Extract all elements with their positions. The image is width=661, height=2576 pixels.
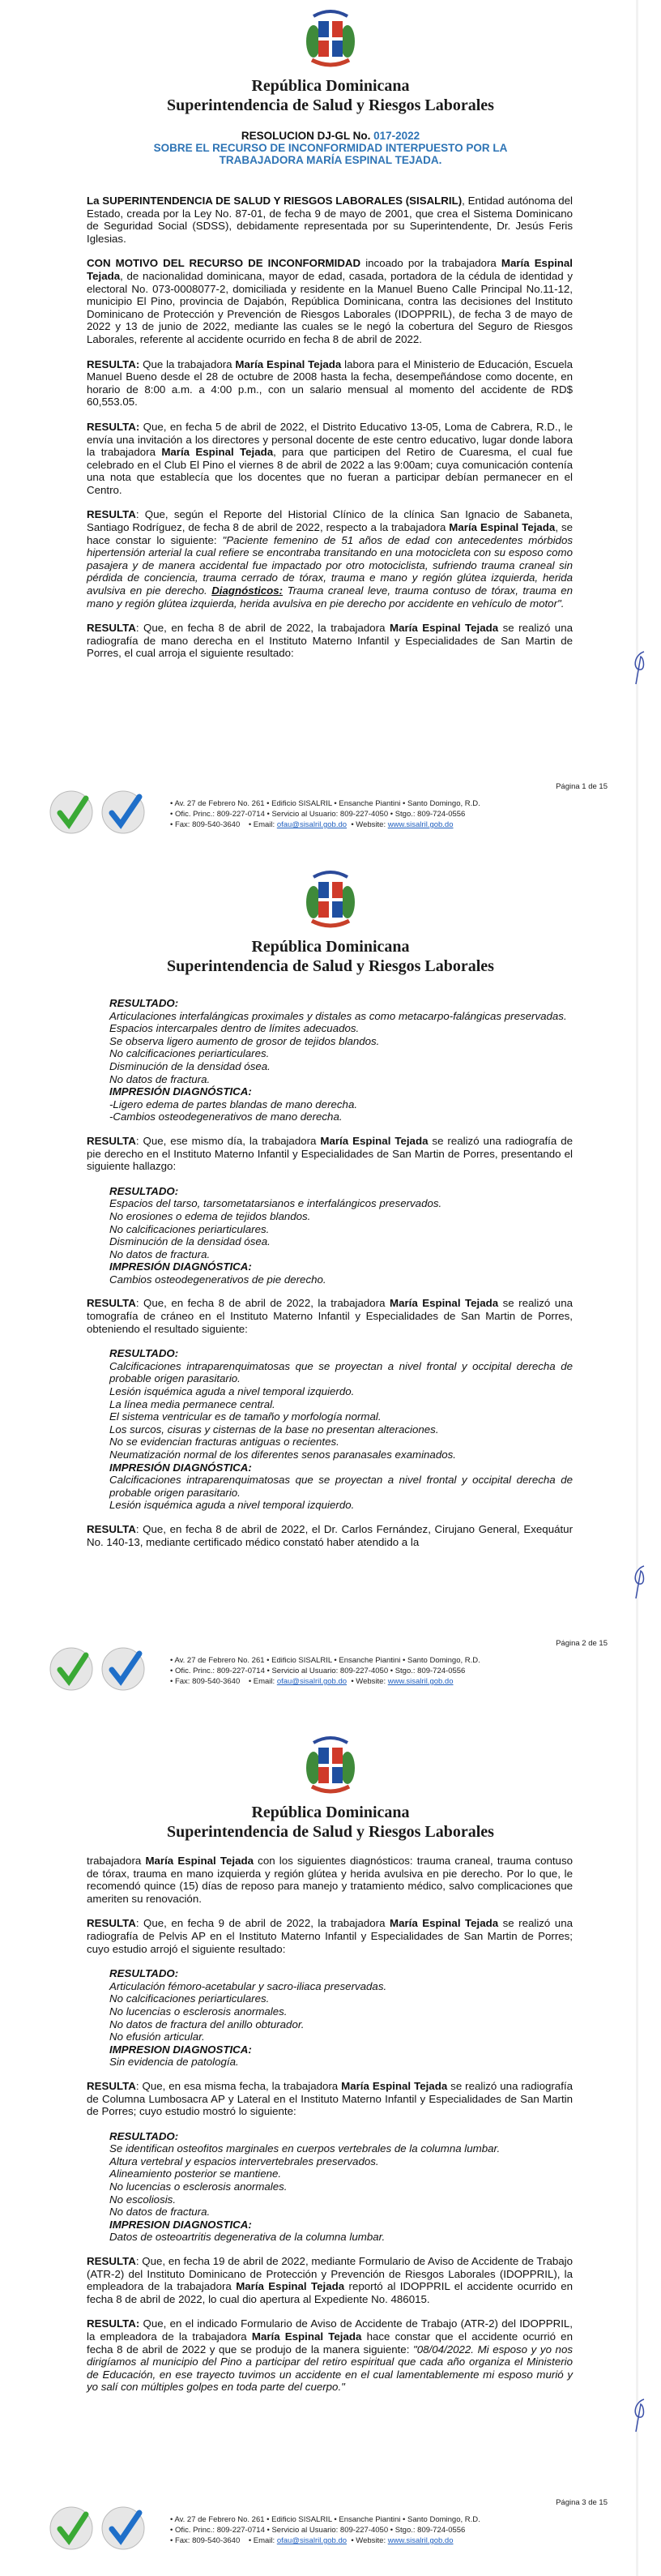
website-link[interactable]: www.sisalril.gob.do bbox=[387, 1677, 454, 1686]
signature-initials-icon bbox=[629, 1563, 649, 1602]
resolution-subject-1: SOBRE EL RECURSO DE INCONFORMIDAD INTERPUESTO POR LA bbox=[153, 142, 508, 154]
document-page-3 bbox=[0, 1715, 661, 2576]
resulta-paragraph: RESULTA: Que, en el indicado Formulario de Aviso de Accidente de Trabajo (ATR-2) del IDOPPRIL, la empleadora de la trabajadora María Espinal Tejada hace constar que el accidente ocurrió en fecha 8 de abril de 2022 y que se produjo de la manera siguiente: "08/04/2022. Mi esposo y yo nos dirigíamos al municipio del Pino a participar del retiro espiritual que cada año organiza el Ministerio de Educación, en ese trayecto tuvimos un accidente en el cual lamentablemente mi esposo murió y yo salí con múltiples golpes en toda parte del cuerpo." bbox=[87, 2317, 574, 2394]
page-edge bbox=[636, 0, 638, 858]
resulta-paragraph: RESULTA: Que, en fecha 8 de abril de 2022, la trabajadora María Espinal Tejada se realizó una tomografía de cráneo en el Instituto Materno Infantil y Especialidades de San Martin de Porres, obteniendo el resultado siguiente: bbox=[87, 1297, 573, 1335]
page-2-body bbox=[87, 997, 573, 1560]
resolution-subject-2: TRABAJADORA MARÍA ESPINAL TEJADA. bbox=[219, 154, 442, 166]
resolution-heading bbox=[0, 130, 661, 166]
institution-name: Superintendencia de Salud y Riesgos Laborales bbox=[167, 96, 494, 114]
contact-info: • Av. 27 de Febrero No. 261 • Edificio SISALRIL • Ensanche Piantini • Santo Domingo, R.D. • Ofic. Princ.: 809-227-0714 • Servicio al Usuario: 809-227-4050 • Stgo.: 809-724-0556 • Fax: 809-540-3640 • Email: ofau@sisalril.gob.do • Website: www.sisalril.gob.do bbox=[170, 1656, 480, 1686]
iso-certification-seals-icon bbox=[49, 2505, 158, 2552]
country-name: República Dominicana bbox=[251, 1804, 410, 1821]
email-link[interactable]: ofau@sisalril.gob.do bbox=[276, 820, 348, 829]
website-link[interactable]: www.sisalril.gob.do bbox=[387, 820, 454, 829]
signature-initials-icon bbox=[629, 648, 649, 687]
institution-title bbox=[0, 76, 661, 115]
page-footer bbox=[49, 1639, 608, 1696]
resulta-paragraph: RESULTA: Que, en fecha 8 de abril de 2022, el Dr. Carlos Fernández, Cirujano General, Exequátur No. 140-13, mediante certificado médico constató haber atendido a la bbox=[87, 1522, 573, 1548]
website-link[interactable]: www.sisalril.gob.do bbox=[387, 2536, 454, 2545]
iso-certification-seals-icon bbox=[49, 789, 158, 836]
resolution-number: 017-2022 bbox=[373, 130, 420, 142]
page-number: Página 2 de 15 bbox=[556, 1639, 608, 1648]
resulta-paragraph: RESULTA: Que, según el Reporte del Historial Clínico de la clínica San Ignacio de Sabaneta, Santiago Rodríguez, de fecha 8 de abril de 2022, respecto a la trabajadora María Espinal Tejada, se hace constar lo siguiente: "Paciente femenino de 51 años de edad con antecedentes mórbidos hipertensión arterial la cual refiere se encontraba transitando en una motocicleta con su esposo como pasajera y de manera accidental fue impactado por otro motociclista, sufriendo trauma craneal sin pérdida de conciencia, trauma cerrado de tórax, trauma e mano y región glútea izquierda, herida avulsiva en pie derecho. Diagnósticos: Trauma craneal leve, trauma contuso de tórax, trauma en mano y región glútea izquierda, herida avulsiva en pie derecho por accidente en vehículo de motor". bbox=[87, 508, 573, 610]
hand-xray-result: RESULTADO: Articulaciones interfalángicas proximales y distales as como metacarpo-falángicas preservadas. Espacios intercarpales dentro de límites adecuados. Se observa ligero aumento de grosor de tejidos blandos. No calcificaciones periarticulares. Disminución de la densidad ósea. No datos de fractura. IMPRESIÓN DIAGNÓSTICA: -Ligero edema de partes blandas de mano derecha. -Cambios osteodegenerativos de mano derecha. bbox=[109, 997, 567, 1123]
institution-title bbox=[0, 1803, 661, 1842]
email-link[interactable]: ofau@sisalril.gob.do bbox=[276, 2536, 348, 2545]
coat-of-arms-icon bbox=[302, 866, 359, 932]
page-3-body bbox=[87, 1855, 573, 2406]
resulta-paragraph: RESULTA: Que la trabajadora María Espinal Tejada labora para el Ministerio de Educación, Escuela Manuel Bueno desde el 28 de octubre de 2008 hasta la fecha, desempeñándose como docente, en horario de 8:00 a.m. a 4:00 p.m., con un salario mensual al momento del accidente de RD$ 60,553.05. bbox=[87, 357, 573, 409]
institution-name: Superintendencia de Salud y Riesgos Laborales bbox=[167, 957, 494, 975]
institution-title bbox=[0, 937, 661, 976]
contact-info: • Av. 27 de Febrero No. 261 • Edificio SISALRIL • Ensanche Piantini • Santo Domingo, R.D. • Ofic. Princ.: 809-227-0714 • Servicio al Usuario: 809-227-4050 • Stgo.: 809-724-0556 • Fax: 809-540-3640 • Email: ofau@sisalril.gob.do • Website: www.sisalril.gob.do bbox=[170, 799, 480, 829]
intro-paragraph: La SUPERINTENDENCIA DE SALUD Y RIESGOS LABORALES (SISALRIL), Entidad autónoma del Estado, creada por la Ley No. 87-01, de fecha 9 de mayo de 2001, que crea el Sistema Dominicano de Seguridad Social (SDSS), debidamente representada por su Superintendente, Dr. Jesús Feris Iglesias. bbox=[87, 195, 573, 245]
pelvis-xray-result: RESULTADO: Articulación fémoro-acetabular y sacro-iliaca preservadas. No calcificaciones periarticulares. No lucencias o esclerosis anormales. No datos de fractura del anillo obturador. No efusión articular. IMPRESION DIAGNOSTICA: Sin evidencia de patología. bbox=[109, 1967, 387, 2069]
coat-of-arms-icon bbox=[302, 1731, 359, 1798]
resulta-paragraph: RESULTA: Que, en fecha 19 de abril de 2022, mediante Formulario de Aviso de Accidente de Trabajo (ATR-2) del Instituto Dominicano de Protección y Prevención de Riesgos Laborales (IDOPPRIL), la empleadora de la trabajadora María Espinal Tejada reportó al IDOPPRIL el accidente ocurrido en fecha 8 de abril de 2022, lo cual dio apertura al Expediente No. 486015. bbox=[87, 2255, 574, 2305]
skull-ct-result: RESULTADO: Calcificaciones intraparenquimatosas que se proyectan a nivel frontal y occipital derecha de probable origen parasitario. Lesión isquémica aguda a nivel temporal izquierdo. La línea media permanece central. El sistema ventricular es de tamaño y morfología normal. Los surcos, cisuras y cisternas de la base no presentan alteraciones. No se evidencian fracturas antiguas o recientes. Neumatización normal de los diferentes senos paranasales examinados. IMPRESIÓN DIAGNÓSTICA: Calcificaciones intraparenquimatosas que se proyectan a nivel frontal y occipital derecha de probable origen parasitario. Lesión isquémica aguda a nivel temporal izquierdo. bbox=[109, 1347, 573, 1512]
motivo-paragraph: CON MOTIVO DEL RECURSO DE INCONFORMIDAD incoado por la trabajadora María Espinal Tejada, de nacionalidad dominicana, mayor de edad, casada, portadora de la cédula de identidad y electoral No. 073-0008077-2, domiciliada y residente en la Manuel Bueno Calle Principal No.11-12, municipio El Pino, provincia de Dajabón, República Dominicana, contra las decisiones del Instituto Dominicano de Protección y Prevención de Riesgos Laborales (IDOPPRIL), de fecha 3 de mayo de 2022 y 13 de junio de 2022, mediante las cuales se le negó la cobertura del Seguro de Riesgos Laborales, referente al accidente ocurrido en fecha 8 de abril de 2022. bbox=[87, 257, 573, 345]
page-1-body bbox=[87, 195, 573, 672]
resulta-paragraph: RESULTA: Que, en fecha 5 de abril de 2022, el Distrito Educativo 13-05, Loma de Cabrera, R.D., le envía una invitación a los directores y personal docente de este centro educativo, lugar donde labora la trabajadora María Espinal Tejada, para que participen del Retiro de Cuaresma, el cual fue celebrado en el Club El Pino el viernes 8 de abril de 2022 a las 9:00am; cuya comunicación contenía una nota que establecía que los docentes que no fueran a participar debían permanecer en el Centro. bbox=[87, 420, 573, 496]
country-name: República Dominicana bbox=[251, 77, 410, 95]
foot-xray-result: RESULTADO: Espacios del tarso, tarsometatarsianos e interfalángicos preservados. No erosiones o edema de tejidos blandos. No calcificaciones periarticulares. Disminución de la densidad ósea. No datos de fractura. IMPRESIÓN DIAGNÓSTICA: Cambios osteodegenerativos de pie derecho. bbox=[109, 1184, 442, 1286]
email-link[interactable]: ofau@sisalril.gob.do bbox=[276, 1677, 348, 1686]
coat-of-arms-icon bbox=[302, 5, 359, 71]
page-number: Página 3 de 15 bbox=[556, 2498, 608, 2507]
resulta-continuation: trabajadora María Espinal Tejada con los siguientes diagnósticos: trauma craneal, trauma contuso de tórax, trauma en mano izquierda y región glútea y herida avulsiva en pie derecho. Por lo que, le recomendó quince (15) días de reposo para manejo y tratamiento médico, salvo complicaciones que ameriten su renovación. bbox=[87, 1855, 573, 1905]
resulta-paragraph: RESULTA: Que, en fecha 8 de abril de 2022, la trabajadora María Espinal Tejada se realizó una radiografía de mano derecha en el Instituto Materno Infantil y Especialidades de San Martin de Porres, el cual arroja el siguiente resultado: bbox=[87, 622, 573, 660]
document-page-2 bbox=[0, 858, 661, 1715]
iso-certification-seals-icon bbox=[49, 1645, 158, 1692]
institution-name: Superintendencia de Salud y Riesgos Laborales bbox=[167, 1823, 494, 1841]
page-footer bbox=[49, 782, 608, 839]
resolution-prefix: RESOLUCION DJ-GL No. bbox=[241, 130, 371, 142]
resulta-paragraph: RESULTA: Que, en fecha 9 de abril de 2022, la trabajadora María Espinal Tejada se realizó una radiografía de Pelvis AP en el Instituto Materno Infantil y Especialidades de San Martin de Porres; cuyo estudio arrojó el siguiente resultado: bbox=[87, 1917, 573, 1955]
page-number: Página 1 de 15 bbox=[556, 782, 608, 791]
country-name: República Dominicana bbox=[251, 938, 410, 956]
resulta-paragraph: RESULTA: Que, en esa misma fecha, la trabajadora María Espinal Tejada se realizó una radiografía de Columna Lumbosacra AP y Lateral en el Instituto Materno Infantil y Especialidades de San Martin de Porres; cuyo estudio mostró lo siguiente: bbox=[87, 2079, 573, 2118]
document-page-1 bbox=[0, 0, 661, 858]
resulta-paragraph: RESULTA: Que, ese mismo día, la trabajadora María Espinal Tejada se realizó una radiografía de pie derecho en el Instituto Materno Infantil y Especialidades de San Martin de Porres, presentando el siguiente hallazgo: bbox=[87, 1134, 573, 1173]
signature-initials-icon bbox=[629, 2396, 649, 2435]
page-footer bbox=[49, 2498, 608, 2555]
page-edge bbox=[636, 1715, 638, 2576]
contact-info: • Av. 27 de Febrero No. 261 • Edificio SISALRIL • Ensanche Piantini • Santo Domingo, R.D. • Ofic. Princ.: 809-227-0714 • Servicio al Usuario: 809-227-4050 • Stgo.: 809-724-0556 • Fax: 809-540-3640 • Email: ofau@sisalril.gob.do • Website: www.sisalril.gob.do bbox=[170, 2515, 480, 2545]
spine-xray-result: RESULTADO: Se identifican osteofitos marginales en cuerpos vertebrales de la columna lumbar. Altura vertebral y espacios intervertebrales preservados. Alineamiento posterior se mantiene. No lucencias o esclerosis anormales. No escoliosis. No datos de fractura. IMPRESION DIAGNOSTICA: Datos de osteoartritis degenerativa de la columna lumbar. bbox=[109, 2129, 501, 2244]
